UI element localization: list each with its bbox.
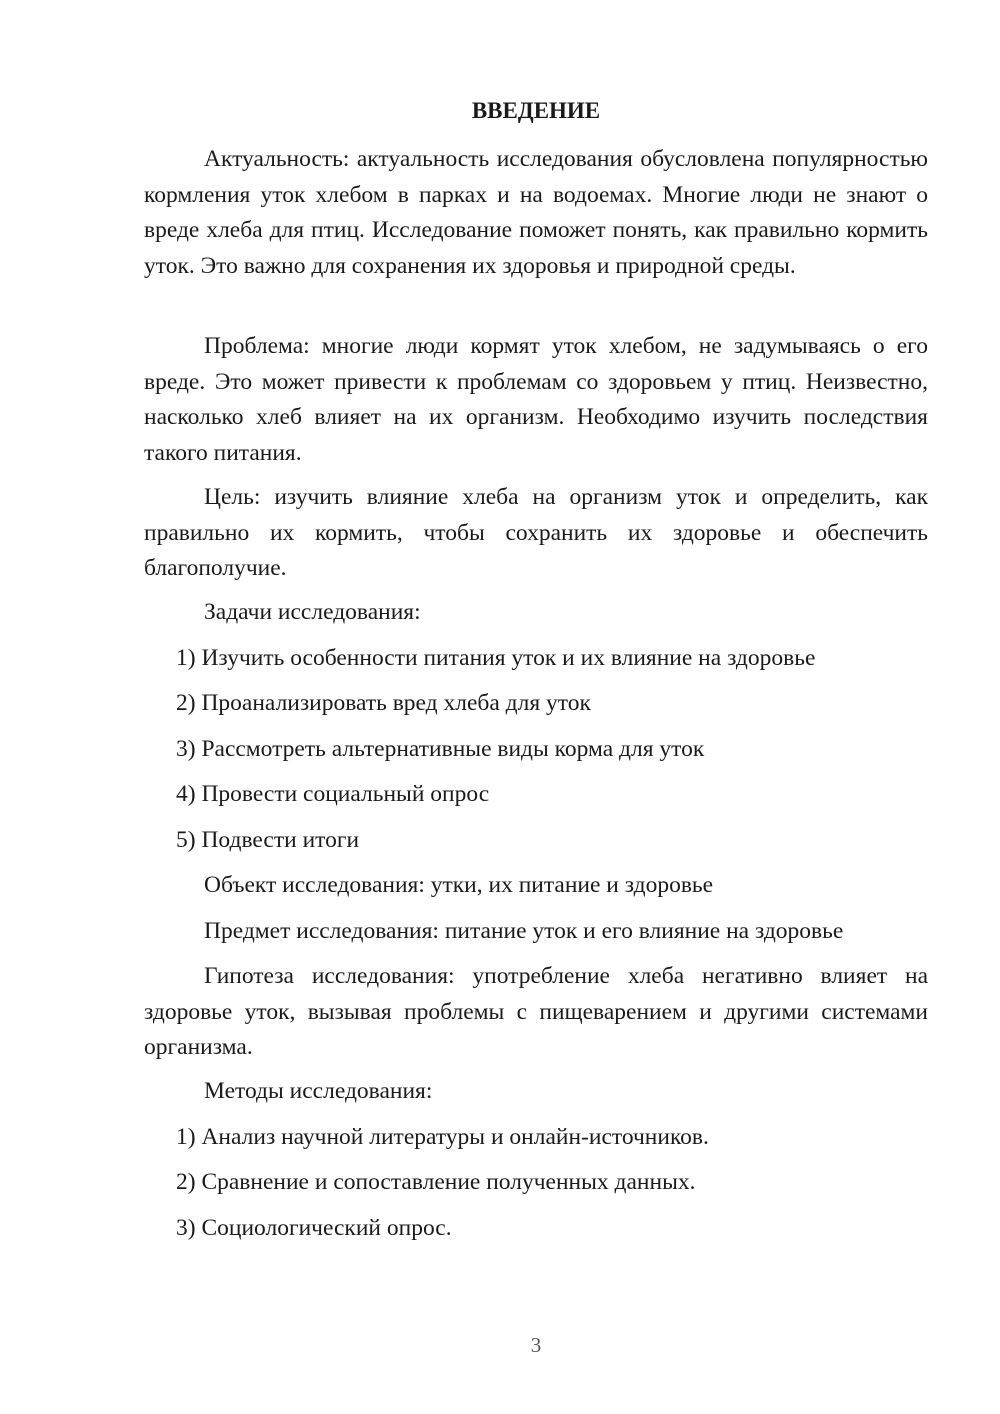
research-subject: Предмет исследования: питание уток и его влияние на здоровье — [204, 918, 844, 944]
method-item: 3) Социологический опрос. — [176, 1215, 452, 1241]
task-item: 1) Изучить особенности питания уток и их влияние на здоровье — [176, 645, 816, 671]
task-item: 2) Проанализировать вред хлеба для уток — [176, 690, 591, 716]
method-item: 2) Сравнение и сопоставление полученных данных. — [176, 1169, 696, 1195]
methods-heading: Методы исследования: — [204, 1078, 433, 1104]
page-number: 3 — [530, 1333, 542, 1357]
problem-paragraph: Проблема: многие люди кормят уток хлебом, не задумываясь о его вреде. Это может привести к проблемам со здоровьем у птиц. Неизвестно, насколько хлеб влияет на их организм. Необходимо изучить последствия такого питания. — [144, 333, 928, 466]
hypothesis-paragraph: Гипотеза исследования: употребление хлеба негативно влияет на здоровье уток, вызывая проблемы с пищеварением и другими системами организма. — [144, 963, 928, 1060]
method-item: 1) Анализ научной литературы и онлайн-источников. — [176, 1124, 709, 1150]
task-item: 4) Провести социальный опрос — [176, 781, 490, 807]
task-item: 5) Подвести итоги — [176, 827, 360, 853]
page-title: ВВЕДЕНИЕ — [471, 98, 601, 123]
task-item: 3) Рассмотреть альтернативные виды корма для уток — [176, 736, 705, 762]
research-object: Объект исследования: утки, их питание и здоровье — [204, 872, 714, 898]
tasks-heading: Задачи исследования: — [204, 599, 421, 625]
goal-paragraph: Цель: изучить влияние хлеба на организм уток и определить, как правильно их кормить, чтобы сохранить их здоровье и обеспечить благополучие. — [144, 484, 928, 581]
relevance-paragraph: Актуальность: актуальность исследования обусловлена популярностью кормления уток хлебом в парках и на водоемах. Многие люди не знают о вреде хлеба для птиц. Исследование поможет понять, как правильно кормить уток. Это важно для сохранения их здоровья и природной среды. — [144, 146, 928, 279]
